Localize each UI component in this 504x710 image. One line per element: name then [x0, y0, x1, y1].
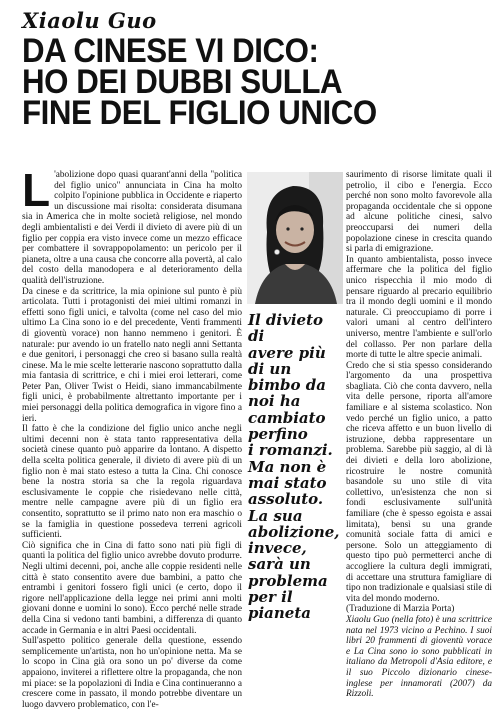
pull-quote-line: problema — [248, 571, 328, 590]
headline-line-1: DA CINESE VI DICO: — [22, 32, 319, 70]
article-column-right — [346, 170, 492, 700]
pull-quote-line: i romanzi. — [248, 441, 333, 460]
headline — [22, 32, 454, 132]
pull-quote-line: Ma non è — [248, 457, 327, 476]
pull-quote-line: mai stato — [248, 473, 327, 492]
drop-cap: L — [22, 164, 51, 216]
pull-quote-line: avere più — [248, 343, 326, 362]
pull-quote-line: cambiato — [248, 408, 326, 427]
pull-quote-line: abolizione, — [248, 522, 340, 541]
paragraph: Il fatto è che la condizione del figlio unico anche negli ultimi decenni non è stata tanto rappresentativa della società cinese quanto può apparire da lontano. A dispetto della scelta politica generale, il divieto di avere più di un figlio non è mai stato esteso a tutta la Cina. Chi conosce bene la nostra storia sa che la regola riguardava esclusivamente le coppie che risiedevano nelle città, mentre nelle campagne avere più di un figlio era consentito, soprattutto se il primo nato non era maschio o se la famiglia in questione possedeva terreni agricoli sufficienti. — [22, 424, 242, 541]
pull-quote — [248, 312, 342, 622]
author-bio: Xiaolu Guo (nella foto) è una scrittrice nata nel 1973 vicino a Pechino. I suoi libri 20 frammenti di gioventù vorace e La Cina sono io sono pubblicati in italiano da Metropoli d'Asia editore, e il suo Piccolo dizionario cinese-inglese per innamorati (2007) da Rizzoli. — [346, 614, 492, 700]
portrait-illustration — [247, 172, 343, 304]
pull-quote-line: invece, — [248, 539, 307, 558]
article-column-left — [22, 164, 242, 710]
paragraph: Credo che si stia spesso considerando l'argomento da una prospettiva sbagliata. Ciò che conta davvero, nella vita delle persone, riporta all'amore familiare e al sistema scolastico. Non vedo perché un figlio unico, a patto che riceva affetto e un buon livello di istruzione, debba rappresentare un problema. Sarebbe più saggio, al di là dei divieti e della loro abolizione, ricostruire le nostre comunità basandole su uno stile di vita collettivo, un'esistenza che non si fondi esclusivamente sull'unità familiare (che è spesso egoista e assai limitata), bensì su una grande comunità sociale fatta di amici e persone. Solo un atteggiamento di questo tipo può permetterci anche di accogliere la cultura degli immigrati, di accettare una struttura famigliare di tipo non tradizionale e qualsiasi stile di vita del mondo moderno. — [346, 360, 492, 604]
headline-line-3: FINE DEL FIGLIO UNICO — [22, 94, 377, 132]
pull-quote-line: Il divieto di — [248, 311, 324, 346]
paragraph: In quanto ambientalista, posso invece affermare che la politica del figlio unico rispecchia il mio modo di pensare riguardo al precario equilibrio tra il mondo degli uomini e il mondo naturale. Ci preoccupiamo di porre i valori umani al centro dell'intero universo, mentre l'ambiente e sull'orlo del collasso. Per non parlare della morte di tutte le altre specie animali. — [346, 254, 492, 361]
pull-quote-line: pianeta — [248, 604, 312, 623]
pull-quote-line: noi ha — [248, 392, 301, 411]
pull-quote-line: per il — [248, 588, 293, 607]
pull-quote-line: perfino — [248, 425, 308, 444]
pull-quote-line: La sua — [248, 506, 303, 525]
translation-credit: (Traduzione di Marzia Porta) — [346, 604, 455, 615]
author-byline: Xiaolu Guo — [22, 8, 157, 33]
paragraph: Ciò significa che in Cina di fatto sono nati più figli di quanti la politica del figlio unico avrebbe dovuto produrre. Negli ultimi decenni, poi, anche alle coppie residenti nelle città è stato consentito avere due bambini, a patto che entrambi i genitori fossero figli unici (e certo, dopo il rigore nell'applicazione della legge nei primi anni molti giovani donne e uomini lo sono). Ecco perché nelle strade della Cina si vedono tanti bambini, a differenza di quanto accade in Germania e in altri Paesi occidentali. — [22, 540, 242, 636]
headline-line-2: HO DEI DUBBI SULLA — [22, 63, 343, 101]
author-portrait-photo — [247, 172, 343, 304]
pull-quote-line: di un — [248, 359, 292, 378]
pull-quote-line: bimbo da — [248, 376, 326, 395]
paragraph: Sull'aspetto politico generale della questione, essendo semplicemente un'artista, non ho un'opinione netta. Ma se lo scopo in Cina già ora sono un po' diverse da come appaiono, inviterei a riflettere oltre la propaganda, che non mi piace: se la popolazioni di India e Cina continueranno a crescere come in passato, il mondo potrebbe diventare un luogo davvero problematico, con l'e- — [22, 636, 242, 710]
pull-quote-line: sarà un — [248, 555, 311, 574]
paragraph: saurimento di risorse limitate quali il petrolio, il cibo e l'energia. Ecco perché non sono molto favorevole alla propaganda occidentale che si oppone ad alcune politiche cinesi, salvo preoccuparsi dei numeri della popolazione cinese in crescita quando si parla di emigrazione. — [346, 170, 492, 255]
paragraph: 'abolizione dopo quasi quarant'anni della "politica del figlio unico" annunciata in Cina ha molto colpito l'opinione pubblica in Occidente e riaperto un discussione mai risolta: considerata disumana sia in America che in molte società religiose, nel mondo degli ambientalisti e dei Verdi il divieto di avere più di un figlio per coppia era visto invece come un mezzo efficace per combattere il sovrappopolamento: un pericolo per il pianeta, oltre a una causa che concorre alla povertà, al calo del costo della manodopera e al deterioramento della qualità dell'istruzione. — [22, 170, 242, 286]
pull-quote-line: assoluto. — [248, 490, 324, 509]
paragraph: Da cinese e da scrittrice, la mia opinione sul punto è più articolata. Tutti i protagonisti dei miei ultimi romanzi in effetti sono figli unici, e talvolta (come nel caso del mio ultimo La Cina sono io e del precedente, Venti frammenti di gioventù vorace) non hanno nemmeno i genitori. È naturale: pur avendo io un fratello nato negli anni Settanta e due genitori, i personaggi che creo si basano sulla realtà cinese. Ma le mie scelte letterarie nascono soprattutto dalla mia fantasia di scrittrice, e chi i miei eroi letterari, come Peter Pan, Oliver Twist o Heidi, siano immancabilmente figli unici, è probabilmente altrettanto importante per i miei personaggi della politica demografica in vigore fino a ieri. — [22, 286, 242, 424]
